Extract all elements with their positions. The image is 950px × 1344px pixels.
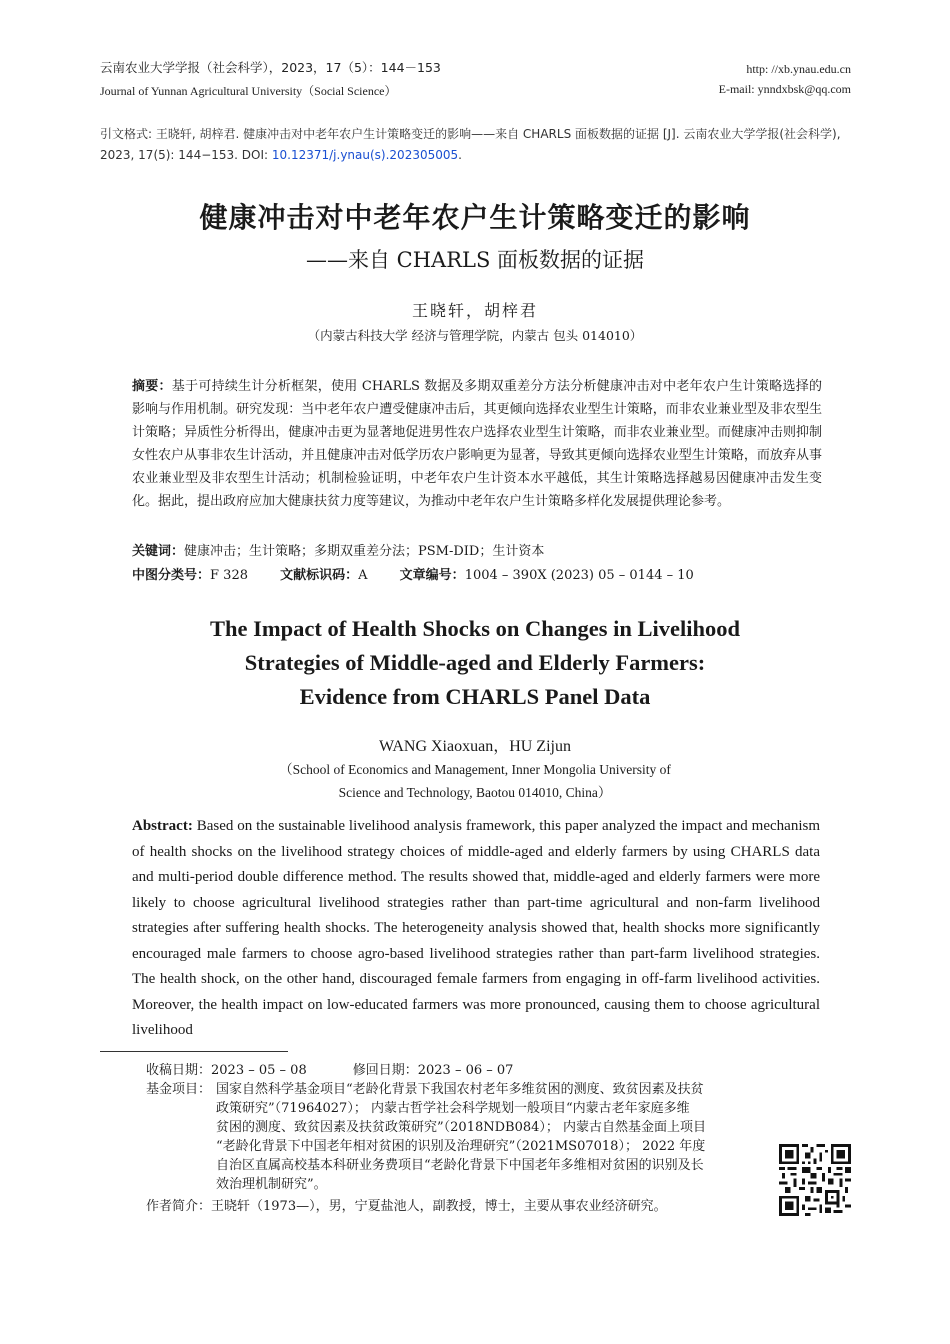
journal-email[interactable]: E-mail: ynndxbsk@qq.com [718, 82, 851, 96]
received-date: 2023 – 05 – 08 [211, 1063, 307, 1078]
affiliation-zh: （内蒙古科技大学 经济与管理学院，内蒙古 包头 014010） [307, 328, 643, 343]
clc-value: F 328 [210, 568, 248, 583]
fund-line: 贫困的测度、致贫因素及扶贫政策研究”（2018NDB084）； 内蒙古自然基金面上项目 [216, 1120, 707, 1135]
article-number-value: 1004 – 390X (2023) 05 – 0144 – 10 [464, 568, 694, 583]
article-number-label: 文章编号： [399, 568, 465, 583]
abstract-en-text: Based on the sustainable livelihood analysis framework, this paper analyzed the impact and mechanism of health shocks on the livelihood strategy choices of middle-aged and elderly farmers by using CHARLS data and multi-period double difference method. The results showed that, middle-aged and elderly farmers were more likely to choose agricultural livelihood strategies rather than part-time agricultural and non-farm livelihood strategies after suffering health shocks. The heterogeneity analysis showed that, health shocks more significantly encouraged male farmers to choose agro-based livelihood strategies rather than part-farm livelihood strategies. The health shock, on the other hand, discouraged female farmers from engaging in off-farm livelihood activities. Moreover, the health impact on low-educated farmers was more pronounced, causing them to choose agricultural livelihood [132, 818, 820, 1038]
author-bio [146, 1197, 667, 1216]
citation-text: 引文格式: 王晓轩, 胡梓君. 健康冲击对中老年农户生计策略变迁的影响——来自 CHARLS 面板数据的证据 [J]. 云南农业大学学报(社会科学), 2023, 17(5): 144−153. DOI: [100, 127, 841, 162]
fund-line: 自治区直属高校基本科研业务费项目“老龄化背景下中国老年多维相对贫困的识别及长 [216, 1158, 704, 1173]
affiliation-en-line: Science and Technology, Baotou 014010, China） [338, 785, 612, 800]
affiliation-en-line: （School of Economics and Management, Inner Mongolia University of [279, 762, 671, 777]
title-zh: 健康冲击对中老年农户生计策略变迁的影响 [199, 201, 751, 234]
received-label: 收稿日期： [146, 1063, 212, 1078]
revised-label: 修回日期： [352, 1063, 418, 1078]
citation-end: . [458, 148, 462, 162]
abstract-zh-label: 摘要： [132, 379, 172, 394]
fund-text [216, 1080, 776, 1194]
doi-link[interactable]: 10.12371/j.ynau(s).202305005 [271, 148, 459, 162]
authors-en: WANG Xiaoxuan，HU Zijun [379, 738, 571, 755]
qr-code-icon [779, 1144, 851, 1216]
fund-line: “老龄化背景下中国老年相对贫困的识别及治理研究”（2021MS07018）； 2022 年度 [216, 1139, 706, 1154]
abstract-zh-text: 基于可持续生计分析框架，使用 CHARLS 数据及多期双重差分方法分析健康冲击对中老年农户生计策略选择的影响与作用机制。研究发现：当中老年农户遭受健康冲击后，其更倾向选择农业型生计策略，而非农业兼业型及非农型生计策略；异质性分析得出，健康冲击更为显著地促进男性农户选择农业型生计策略，而非农业兼业型。而健康冲击则抑制女性农户从事非农生计活动，并且健康冲击对低学历农户影响更为显著，导致其更倾向选择农业型生计策略，而放弃从事农业兼业型及非农型生计活动；机制检验证明，中老年农户生计资本水平越低，其生计策略选择越易因健康冲击发生变化。据此，提出政府应加大健康扶贫力度等建议，为推动中老年农户生计策略多样化发展提供理论参考。 [132, 379, 822, 509]
journal-header-en: Journal of Yunnan Agricultural University（Social Science） [100, 84, 397, 98]
abstract-zh [132, 375, 822, 513]
title-en-line: The Impact of Health Shocks on Changes in Livelihood [209, 616, 741, 641]
keywords-text: 健康冲击；生计策略；多期双重差分法；PSM-DID；生计资本 [184, 544, 545, 559]
abstract-en-label: Abstract: [132, 818, 193, 834]
affiliation-en [0, 758, 950, 804]
fund-line: 国家自然科学基金项目“老龄化背景下我国农村老年多维贫困的测度、致贫因素及扶贫 [216, 1082, 704, 1097]
author-bio-label: 作者简介： [146, 1199, 212, 1214]
fund-label: 基金项目： [146, 1082, 212, 1097]
journal-header-zh: 云南农业大学学报（社会科学），2023，17（5）：144－153 [100, 60, 441, 75]
keywords-zh [132, 540, 822, 559]
fund-line: 效治理机制研究”。 [216, 1177, 327, 1192]
footnote-divider [100, 1051, 288, 1052]
keywords-label: 关键词： [132, 544, 185, 559]
fund-line: 政策研究”（71964027）； 内蒙古哲学社会科学规划一般项目“内蒙古老年家庭多维 [216, 1101, 690, 1116]
title-en-line: Evidence from CHARLS Panel Data [299, 684, 651, 709]
dates-row [146, 1061, 513, 1080]
classification-row [132, 564, 822, 583]
title-en-line: Strategies of Middle-aged and Elderly Farmers: [244, 650, 706, 675]
doc-code-value: A [358, 568, 368, 583]
author-bio-text: 王晓轩（1973—），男，宁夏盐池人，副教授，博士，主要从事农业经济研究。 [211, 1199, 667, 1214]
citation-block [100, 124, 852, 166]
clc-label: 中图分类号： [132, 568, 211, 583]
authors-zh: 王晓轩，胡梓君 [411, 301, 538, 320]
doc-code-label: 文献标识码： [280, 568, 359, 583]
abstract-en [132, 814, 820, 1044]
subtitle-zh: ——来自 CHARLS 面板数据的证据 [305, 248, 645, 272]
revised-date: 2023 – 06 – 07 [417, 1063, 514, 1078]
journal-url[interactable]: http: //xb.ynau.edu.cn [746, 62, 851, 76]
title-en [0, 612, 950, 714]
